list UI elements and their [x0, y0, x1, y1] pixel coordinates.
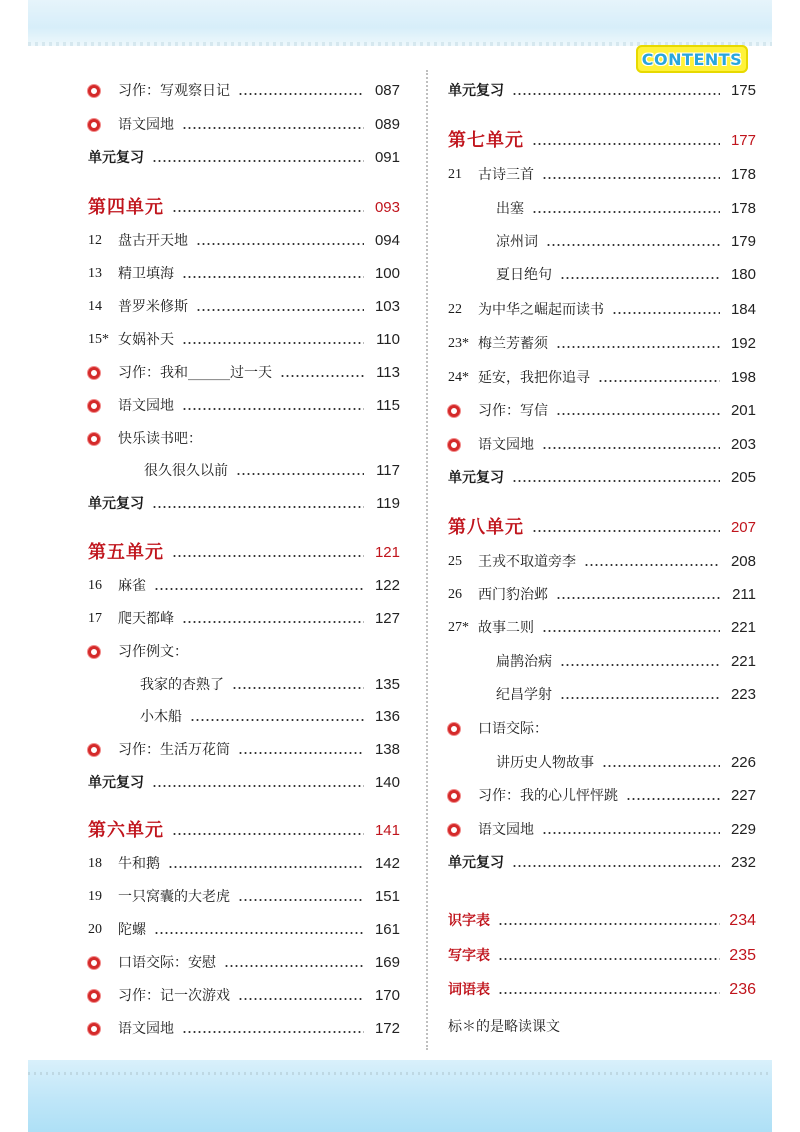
lesson-number: 26: [448, 587, 462, 602]
entry-title: 语文园地: [118, 117, 174, 133]
lesson-number: 12: [88, 233, 102, 248]
entry-title: 凉州词: [496, 234, 538, 250]
entry-title: 单元复习: [88, 775, 144, 791]
dot-leader: [224, 965, 364, 967]
entry-title: 纪昌学射: [496, 687, 552, 703]
dot-leader: [602, 765, 720, 767]
lesson-entry[interactable]: [88, 571, 400, 601]
activity-entry[interactable]: [88, 76, 400, 106]
activity-entry[interactable]: [448, 396, 756, 426]
circle-bullet-icon: [448, 790, 460, 802]
entry-title: 第八单元: [448, 517, 524, 538]
lesson-number: 25: [448, 554, 462, 569]
lesson-entry[interactable]: [88, 915, 400, 945]
page-number: 227: [730, 787, 756, 804]
entry-title: 麻雀: [118, 578, 146, 594]
page-number: 226: [730, 754, 756, 771]
page-number: 091: [374, 149, 400, 166]
entry-title: 语文园地: [478, 437, 534, 453]
dot-leader: [182, 408, 364, 410]
appendix-entry[interactable]: [448, 906, 756, 936]
circle-bullet-icon: [448, 723, 460, 735]
dot-leader: [556, 346, 720, 348]
lesson-entry[interactable]: [448, 547, 756, 577]
dot-leader: [182, 127, 364, 129]
entry-title: 习作：我的心儿怦怦跳: [478, 788, 618, 804]
toc-subentry[interactable]: [88, 702, 400, 732]
column-divider: [426, 70, 428, 1050]
entry-title: 写字表: [448, 948, 490, 964]
appendix-entry[interactable]: [448, 975, 756, 1005]
page-number: 161: [374, 921, 400, 938]
page-number: 113: [376, 364, 400, 381]
entry-title: 很久很久以前: [144, 463, 228, 479]
page-number: 211: [732, 586, 756, 603]
dot-leader: [512, 480, 720, 482]
entry-title: 王戎不取道旁李: [478, 554, 576, 570]
dot-leader: [172, 833, 364, 835]
toc-subentry[interactable]: [448, 748, 756, 778]
dot-leader: [182, 621, 364, 623]
entry-title: 语文园地: [118, 398, 174, 414]
circle-bullet-icon: [88, 367, 100, 379]
page-number: 087: [374, 82, 400, 99]
entry-title: 陀螺: [118, 922, 146, 938]
dot-leader: [168, 866, 364, 868]
entry-title: 语文园地: [118, 1021, 174, 1037]
dot-leader: [560, 664, 720, 666]
entry-title: 延安，我把你追寻: [478, 370, 590, 386]
page-number: 119: [376, 495, 400, 512]
dot-leader: [532, 530, 720, 532]
dot-leader: [598, 380, 720, 382]
entry-title: 单元复习: [448, 470, 504, 486]
activity-entry[interactable]: [88, 391, 400, 421]
unit-review-entry[interactable]: [448, 848, 756, 878]
dot-leader: [196, 243, 364, 245]
dot-leader: [542, 832, 720, 834]
entry-title: 我家的杏熟了: [140, 677, 224, 693]
top-decorative-band: [28, 0, 772, 46]
entry-title: 习作：生活万花筒: [118, 742, 230, 758]
dot-leader: [196, 309, 364, 311]
page-number: 117: [376, 462, 400, 479]
page-number: 192: [730, 335, 756, 352]
page-number: 093: [374, 199, 400, 216]
lesson-entry[interactable]: [88, 226, 400, 256]
activity-entry[interactable]: [448, 815, 756, 845]
page-number: 229: [730, 821, 756, 838]
entry-title: 讲历史人物故事: [496, 755, 594, 771]
circle-bullet-icon: [448, 824, 460, 836]
lesson-entry[interactable]: [448, 329, 756, 359]
entry-title: 语文园地: [478, 822, 534, 838]
page-number: 115: [376, 397, 400, 414]
dot-leader: [532, 211, 720, 213]
lesson-entry[interactable]: [448, 295, 756, 325]
dot-leader: [154, 588, 364, 590]
circle-bullet-icon: [88, 990, 100, 1002]
page-number: 135: [374, 676, 400, 693]
activity-entry[interactable]: [88, 948, 400, 978]
page-number: 178: [730, 166, 756, 183]
lesson-entry[interactable]: [88, 259, 400, 289]
entry-title: 习作：我和______过一天: [118, 365, 272, 381]
entry-title: 单元复习: [88, 496, 144, 512]
entry-title: 故事二则: [478, 620, 534, 636]
circle-bullet-icon: [88, 400, 100, 412]
page-number: 175: [730, 82, 756, 99]
page-number: 205: [730, 469, 756, 486]
lesson-entry[interactable]: [88, 882, 400, 912]
page-number: 089: [374, 116, 400, 133]
entry-title: 词语表: [448, 982, 490, 998]
dot-leader: [232, 687, 364, 689]
page-number: 236: [729, 981, 756, 998]
dot-leader: [172, 210, 364, 212]
activity-entry[interactable]: [88, 358, 400, 388]
dot-leader: [498, 992, 720, 994]
unit-heading[interactable]: [448, 126, 756, 156]
dot-leader: [190, 719, 364, 721]
lesson-number: 23*: [448, 336, 469, 351]
unit-heading[interactable]: [448, 513, 756, 543]
lesson-number: 15*: [88, 332, 109, 347]
page-number: 203: [730, 436, 756, 453]
page-number: 151: [374, 888, 400, 905]
section-label[interactable]: [88, 637, 400, 667]
entry-title: 第七单元: [448, 130, 524, 151]
unit-heading[interactable]: [88, 816, 400, 846]
entry-title: 西门豹治邺: [478, 587, 548, 603]
page-number: 198: [730, 369, 756, 386]
dot-leader: [238, 899, 364, 901]
activity-entry[interactable]: [88, 1014, 400, 1044]
toc-subentry[interactable]: [88, 670, 400, 700]
dot-leader: [556, 597, 720, 599]
page-number: 223: [730, 686, 756, 703]
lesson-number: 22: [448, 302, 462, 317]
entry-title: 快乐读书吧：: [118, 431, 202, 447]
unit-heading[interactable]: [88, 538, 400, 568]
circle-bullet-icon: [88, 646, 100, 658]
dot-leader: [152, 506, 364, 508]
page-number: 138: [374, 741, 400, 758]
dot-leader: [498, 958, 720, 960]
page-number: 169: [374, 954, 400, 971]
lesson-number: 16: [88, 578, 102, 593]
entry-title: 口语交际：: [478, 721, 548, 737]
toc-subentry[interactable]: [448, 680, 756, 710]
dot-leader: [612, 312, 720, 314]
circle-bullet-icon: [448, 439, 460, 451]
section-label[interactable]: [88, 424, 400, 454]
dot-leader: [560, 277, 720, 279]
activity-entry[interactable]: [88, 110, 400, 140]
dot-leader: [280, 375, 364, 377]
entry-title: 出塞: [496, 201, 524, 217]
lesson-entry[interactable]: [448, 580, 756, 610]
entry-title: 女娲补天: [118, 332, 174, 348]
lesson-number: 19: [88, 889, 102, 904]
entry-title: 普罗米修斯: [118, 299, 188, 315]
dot-leader: [238, 998, 364, 1000]
dot-leader: [498, 923, 720, 925]
page-number: 142: [374, 855, 400, 872]
circle-bullet-icon: [88, 119, 100, 131]
entry-title: 单元复习: [448, 83, 504, 99]
toc-subentry[interactable]: [88, 456, 400, 486]
entry-title: 单元复习: [448, 855, 504, 871]
entry-title: 识字表: [448, 913, 490, 929]
entry-title: 第四单元: [88, 197, 164, 218]
page-number: 110: [376, 331, 400, 348]
dot-leader: [238, 93, 364, 95]
toc-subentry[interactable]: [448, 260, 756, 290]
section-label[interactable]: [448, 714, 756, 744]
bottom-decorative-band: [28, 1060, 772, 1132]
page-number: 140: [374, 774, 400, 791]
lesson-number: 20: [88, 922, 102, 937]
circle-bullet-icon: [88, 1023, 100, 1035]
page-number: 201: [730, 402, 756, 419]
entry-title: 口语交际：安慰: [118, 955, 216, 971]
page-number: 094: [374, 232, 400, 249]
entry-title: 习作：写信: [478, 403, 548, 419]
unit-review-entry[interactable]: [88, 768, 400, 798]
toc-subentry[interactable]: [448, 194, 756, 224]
page-number: 235: [729, 947, 756, 964]
activity-entry[interactable]: [448, 781, 756, 811]
dot-leader: [546, 244, 720, 246]
unit-review-entry[interactable]: [448, 463, 756, 493]
page-number: 136: [374, 708, 400, 725]
entry-title: 梅兰芳蓄须: [478, 336, 548, 352]
activity-entry[interactable]: [448, 430, 756, 460]
page-number: 232: [730, 854, 756, 871]
lesson-number: 24*: [448, 370, 469, 385]
lesson-entry[interactable]: [448, 363, 756, 393]
lesson-number: 21: [448, 167, 462, 182]
page-number: 208: [730, 553, 756, 570]
page-number: 172: [374, 1020, 400, 1037]
entry-title: 盘古开天地: [118, 233, 188, 249]
lesson-entry[interactable]: [88, 604, 400, 634]
entry-title: 扁鹊治病: [496, 654, 552, 670]
entry-title: 小木船: [140, 709, 182, 725]
toc-subentry[interactable]: [448, 227, 756, 257]
unit-review-entry[interactable]: [88, 489, 400, 519]
unit-review-entry[interactable]: [88, 143, 400, 173]
lesson-number: 18: [88, 856, 102, 871]
activity-entry[interactable]: [88, 735, 400, 765]
activity-entry[interactable]: [88, 981, 400, 1011]
lesson-entry[interactable]: [88, 292, 400, 322]
entry-title: 习作：写观察日记: [118, 83, 230, 99]
lesson-entry[interactable]: [448, 613, 756, 643]
circle-bullet-icon: [88, 85, 100, 97]
entry-title: 精卫填海: [118, 266, 174, 282]
entry-title: 牛和鹅: [118, 856, 160, 872]
page-number: 221: [730, 619, 756, 636]
dot-leader: [182, 1031, 364, 1033]
page-number: 122: [374, 577, 400, 594]
appendix-entry[interactable]: [448, 941, 756, 971]
entry-title: 爬天都峰: [118, 611, 174, 627]
entry-title: 习作例文：: [118, 644, 188, 660]
circle-bullet-icon: [448, 405, 460, 417]
page-number: 170: [374, 987, 400, 1004]
lesson-entry[interactable]: [88, 325, 400, 355]
entry-title: 一只窝囊的大老虎: [118, 889, 230, 905]
entry-title: 第五单元: [88, 542, 164, 563]
page-number: 127: [374, 610, 400, 627]
unit-review-entry[interactable]: [448, 76, 756, 106]
dot-leader: [542, 447, 720, 449]
dot-leader: [512, 865, 720, 867]
entry-title: 单元复习: [88, 150, 144, 166]
entry-title: 第六单元: [88, 820, 164, 841]
circle-bullet-icon: [88, 433, 100, 445]
page-number: 221: [730, 653, 756, 670]
dot-leader: [182, 342, 364, 344]
page-number: 141: [374, 822, 400, 839]
entry-title: 习作：记一次游戏: [118, 988, 230, 1004]
dot-leader: [542, 630, 720, 632]
lesson-number: 14: [88, 299, 102, 314]
page-number: 100: [374, 265, 400, 282]
dot-leader: [238, 752, 364, 754]
entry-title: 夏日绝句: [496, 267, 552, 283]
dot-leader: [626, 798, 720, 800]
dot-leader: [182, 276, 364, 278]
page-number: 178: [730, 200, 756, 217]
lesson-entry[interactable]: [88, 849, 400, 879]
contents-badge: CONTENTS: [636, 45, 748, 73]
entry-title: 为中华之崛起而读书: [478, 302, 604, 318]
page-number: 234: [729, 912, 756, 929]
dot-leader: [152, 785, 364, 787]
dot-leader: [154, 932, 364, 934]
lesson-number: 17: [88, 611, 102, 626]
page-number: 184: [730, 301, 756, 318]
circle-bullet-icon: [88, 744, 100, 756]
lesson-number: 13: [88, 266, 102, 281]
dot-leader: [556, 413, 720, 415]
unit-heading[interactable]: [88, 193, 400, 223]
footnote-text: 标＊的是略读课文: [448, 1019, 560, 1035]
page-number: 207: [730, 519, 756, 536]
page-number: 121: [374, 544, 400, 561]
lesson-number: 27*: [448, 620, 469, 635]
circle-bullet-icon: [88, 957, 100, 969]
dot-leader: [236, 473, 364, 475]
dot-leader: [152, 160, 364, 162]
dot-leader: [560, 697, 720, 699]
dot-leader: [584, 564, 720, 566]
page-number: 180: [730, 266, 756, 283]
page-number: 103: [374, 298, 400, 315]
entry-title: 古诗三首: [478, 167, 534, 183]
page-number: 179: [730, 233, 756, 250]
dot-leader: [542, 177, 720, 179]
dot-leader: [172, 555, 364, 557]
dot-leader: [512, 93, 720, 95]
dot-leader: [532, 143, 720, 145]
toc-subentry[interactable]: [448, 647, 756, 677]
lesson-entry[interactable]: [448, 160, 756, 190]
page-number: 177: [730, 132, 756, 149]
